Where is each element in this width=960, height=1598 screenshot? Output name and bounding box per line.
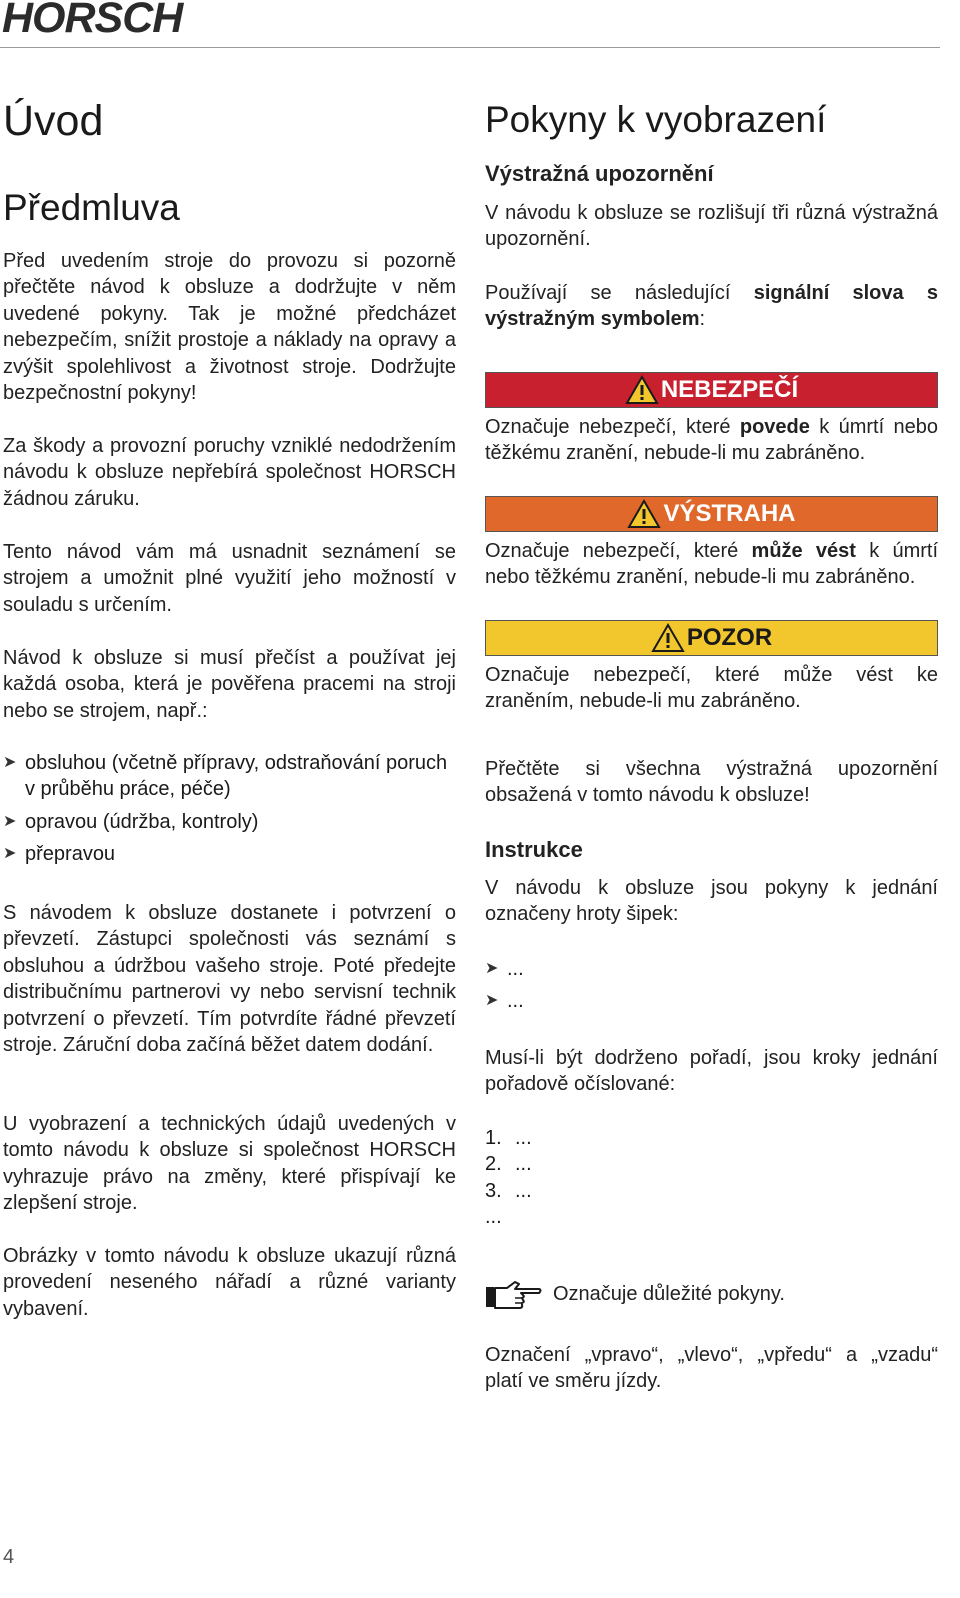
paragraph-instr-intro: V návodu k obsluze jsou pokyny k jednání označeny hroty šipek: <box>485 877 938 926</box>
warning-banner <box>485 496 938 532</box>
warning-pre: Označuje nebezpečí, které <box>485 540 752 562</box>
heading-warnings: Výstražná upozornění <box>485 161 714 186</box>
arrow-list <box>485 956 938 1021</box>
list-number: 1. <box>485 1127 502 1149</box>
list-item <box>3 750 456 803</box>
triangle-arrow-icon: ➤ <box>3 812 17 830</box>
list-item <box>485 1125 938 1151</box>
list-number: 3. <box>485 1179 502 1202</box>
list-item-text: ... <box>507 990 524 1013</box>
paragraph-read-all: Přečtěte si všechna výstražná upozornění obsažená v tomto návodu k obsluze! <box>485 758 938 807</box>
list-item-text: přepravou <box>25 843 116 866</box>
list-item <box>485 988 938 1014</box>
list-item <box>3 809 456 835</box>
list-item-text: ... <box>515 1153 532 1176</box>
page-number: 4 <box>3 1546 15 1568</box>
paragraph-signal-words <box>485 280 938 333</box>
danger-bold: povede <box>739 416 810 438</box>
paragraph-liability: Za škody a provozní poruchy vzniklé nedodržením návodu k obsluze nepřebírá společnost HORSCH žádnou záruku. <box>3 435 456 510</box>
caution-label: POZOR <box>686 624 773 651</box>
danger-banner <box>485 372 938 408</box>
pointing-hand-icon <box>485 1278 543 1312</box>
signal-pre: Používají se následující <box>485 282 754 304</box>
paragraph-danger <box>485 414 938 467</box>
warning-triangle-icon <box>651 623 685 653</box>
paragraph-changes: U vyobrazení a technických údajů uvedených v tomto návodu k obsluze si společnost HORSCH vyhrazuje právo na změny, které přispívají ke zlepšení stroje. <box>3 1113 456 1215</box>
list-item-text: ... <box>515 1179 532 1202</box>
triangle-arrow-icon: ➤ <box>3 754 17 771</box>
list-item-text: obsluhou (včetně přípravy, odstraňování poruch v průběhu práce, péče) <box>25 752 448 801</box>
paragraph-directions: Označení „vpravo“, „vlevo“, „vpředu“ a „vzadu“ platí ve směru jízdy. <box>485 1344 938 1393</box>
list-item <box>485 956 938 982</box>
triangle-arrow-icon: ➤ <box>485 960 499 977</box>
paragraph-intro: Před uvedením stroje do provozu si pozorně přečtěte návod k obsluze a dodržujte v něm uvedené pokyny. Tak je možné předcházet nebezpečím, snížit prostoje a náklady na opravy a zvýšit spolehlivost a životnost stroje. Dodržujte bezpečnostní pokyny! <box>3 250 456 405</box>
paragraph-handover: S návodem k obsluze dostanete i potvrzení o převzetí. Zástupci společnosti vás seznámí s obsluhou a údržbou vašeho stroje. Poté předejte distribučnímu partnerovi vy nebo servisní technik potvrzení o převzetí. Tím potvrdíte řádné převzetí stroje. Záruční doba začíná běžet datem dodání. <box>3 902 456 1057</box>
list-item <box>485 1178 938 1204</box>
paragraph-order: Musí-li být dodrženo pořadí, jsou kroky jednání pořadově očíslované: <box>485 1047 938 1096</box>
list-item-text: opravou (údržba, kontroly) <box>25 810 259 833</box>
list-item-text: ... <box>515 1127 532 1149</box>
signal-post: : <box>699 308 706 331</box>
warning-triangle-icon <box>625 375 659 405</box>
paragraph-readers: Návod k obsluze si musí přečíst a používat jej každá osoba, která je pověřena pracemi na stroji nebo se strojem, např.: <box>3 647 456 722</box>
list-item <box>3 841 456 867</box>
warning-label: VÝSTRAHA <box>663 500 796 527</box>
triangle-arrow-icon: ➤ <box>485 992 499 1010</box>
list-number: 2. <box>485 1153 502 1176</box>
page-title: Úvod <box>3 97 104 145</box>
warning-triangle-icon <box>627 499 661 529</box>
paragraph-caution: Označuje nebezpečí, které může vést ke zraněním, nebude-li mu zabráněno. <box>485 664 938 713</box>
list-item <box>485 1151 938 1177</box>
warning-post: k úmrtí nebo těžkému zranění, nebude-li mu zabráněno. <box>485 540 938 589</box>
triangle-arrow-icon: ➤ <box>3 845 17 863</box>
numbered-list <box>485 1125 938 1231</box>
warning-bold: může vést <box>751 540 856 562</box>
paragraph-warn-intro: V návodu k obsluze se rozlišují tři různá výstražná upozornění. <box>485 202 938 251</box>
list-item-text: ... <box>485 1206 502 1229</box>
section-title-predmluva: Předmluva <box>3 187 180 228</box>
list-item <box>485 1204 938 1230</box>
danger-post: k úmrtí nebo těžkému zranění, nebude-li mu zabráněno. <box>485 416 938 465</box>
header-divider <box>0 47 940 48</box>
danger-label: NEBEZPEČÍ <box>660 376 799 403</box>
paragraph-images: Obrázky v tomto návodu k obsluze ukazují různá provedení neseného nářadí a různé varianty vybavení. <box>3 1245 456 1320</box>
horsch-logo: HORSCH <box>2 0 183 42</box>
section-title-pokyny: Pokyny k vyobrazení <box>485 99 827 140</box>
note-text: Označuje důležité pokyny. <box>553 1283 785 1305</box>
paragraph-purpose: Tento návod vám má usnadnit seznámení se strojem a umožnit plné využití jeho možností v souladu s určením. <box>3 541 456 616</box>
caution-banner <box>485 620 938 656</box>
bullet-list-tasks <box>3 750 456 874</box>
heading-instructions: Instrukce <box>485 837 583 862</box>
list-item-text: ... <box>507 958 524 980</box>
paragraph-warning <box>485 538 938 591</box>
signal-bold: signální slova s výstražným symbolem <box>485 282 938 331</box>
danger-pre: Označuje nebezpečí, které <box>485 416 740 438</box>
